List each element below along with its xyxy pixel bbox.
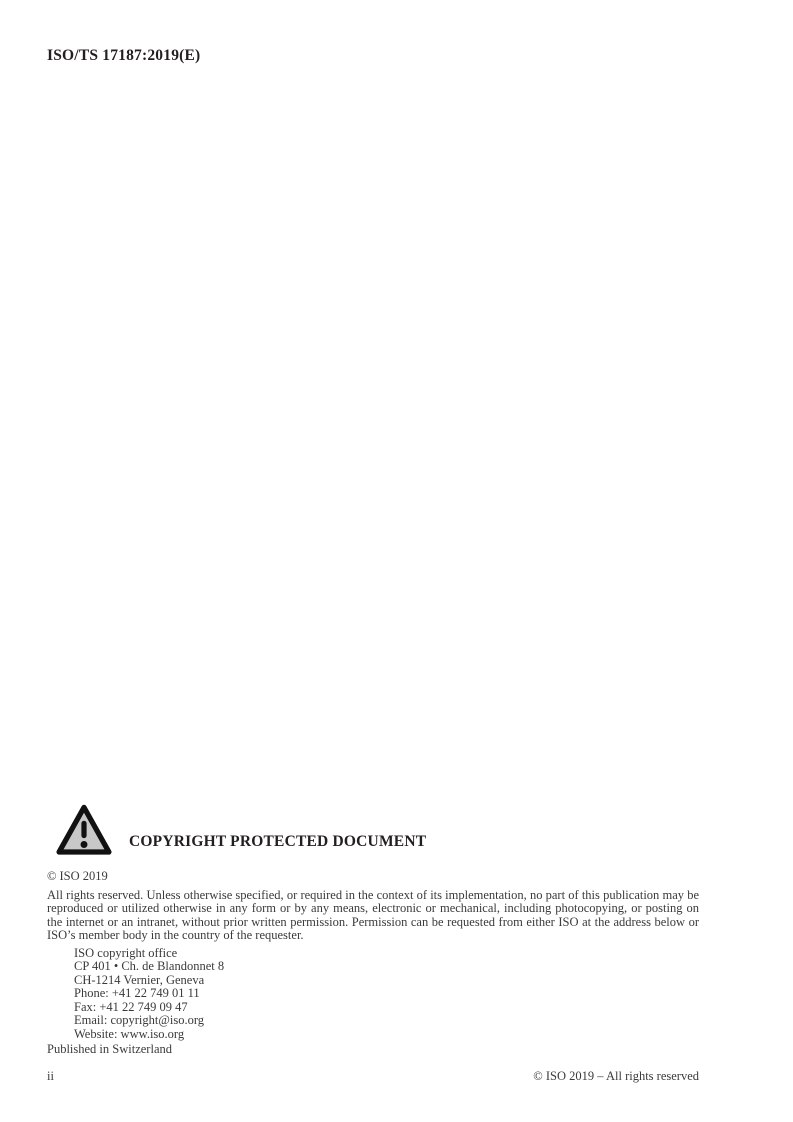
copyright-body-paragraph: All rights reserved. Unless otherwise specified, or required in the context of its implementation, no part of this publication may be reproduced or utilized otherwise in any form or by any means, electronic or mechanical, including photocopying, or posting on the internet or an intranet, without prior written permission. Permission can be requested from either ISO at the address below or ISO’s member body in the country of the requester. [47, 887, 699, 942]
footer-copyright: © ISO 2019 – All rights reserved [533, 1069, 699, 1083]
address-line-city: CH-1214 Vernier, Geneva [74, 972, 205, 987]
warning-triangle-icon [55, 803, 113, 857]
copyright-banner-title: COPYRIGHT PROTECTED DOCUMENT [129, 833, 427, 850]
address-line-website: Website: www.iso.org [74, 1026, 185, 1041]
iso-address-block [47, 947, 699, 1042]
address-line-fax: Fax: +41 22 749 09 47 [74, 999, 188, 1014]
page-number: ii [47, 1069, 54, 1083]
copyright-banner [47, 803, 699, 857]
copyright-symbol: © [47, 869, 60, 883]
document-id: ISO/TS 17187:2019(E) [47, 47, 201, 64]
copyright-section [47, 803, 699, 1057]
address-line-office: ISO copyright office [74, 945, 178, 960]
copyright-notice [47, 870, 699, 884]
address-line-phone: Phone: +41 22 749 01 11 [74, 986, 200, 1000]
published-line: Published in Switzerland [47, 1042, 172, 1056]
address-line-email: Email: copyright@iso.org [74, 1013, 205, 1027]
address-line-street: CP 401 • Ch. de Blandonnet 8 [74, 959, 225, 973]
copyright-year: ISO 2019 [59, 869, 108, 883]
page-footer [47, 1069, 699, 1084]
